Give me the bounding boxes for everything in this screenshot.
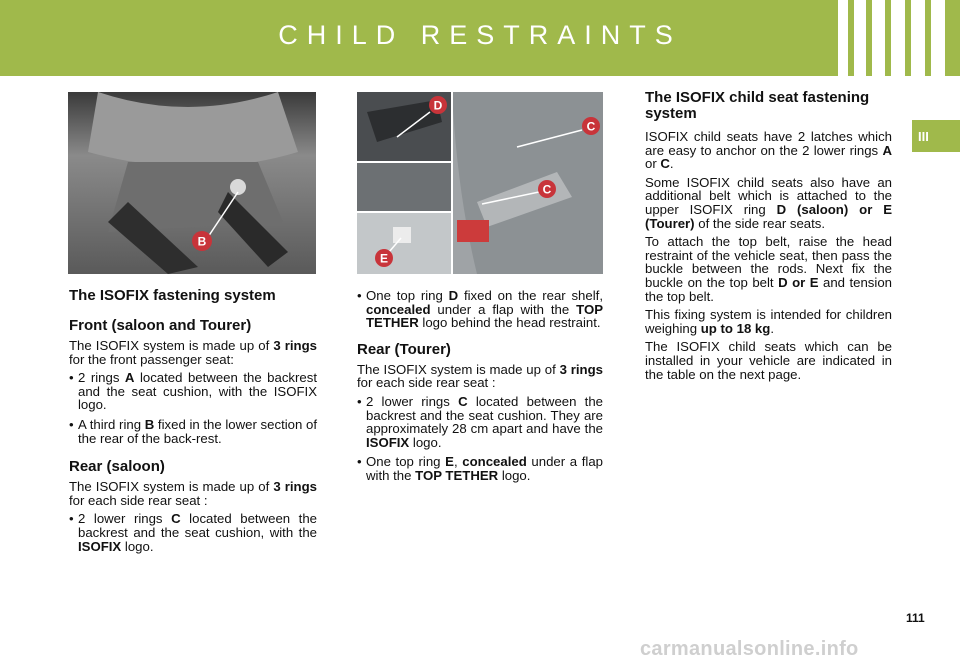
rear-saloon-list <box>69 512 317 553</box>
list-item: • 2 lower rings C located between the backrest and the seat cushion. They are approximately 28 cm apart and have the ISOFIX logo. <box>357 395 603 449</box>
column-2 <box>357 289 603 489</box>
paragraph: This fixing system is intended for children weighing up to 18 kg. <box>645 307 892 336</box>
paragraph: ISOFIX child seats have 2 latches which are easy to anchor on the 2 lower rings A or C. <box>645 129 892 172</box>
list-item: • 2 lower rings C located between the backrest and the seat cushion, with the ISOFIX logo. <box>69 512 317 553</box>
paragraph: To attach the top belt, raise the head restraint of the vehicle seat, then pass the buckle between the rods. Next fix the buckle on the top belt D or E and tension the top belt. <box>645 234 892 304</box>
list-item: • One top ring E, concealed under a flap with the TOP TETHER logo. <box>357 455 603 482</box>
watermark: carmanualsonline.info <box>640 638 859 660</box>
heading-isofix-fastening: The ISOFIX fastening system <box>69 287 276 304</box>
label-c-mid: C <box>542 182 552 197</box>
callout-b <box>68 92 316 274</box>
column-1 <box>69 288 317 559</box>
list-item: • A third ring B fixed in the lower section of the rear of the back-rest. <box>69 418 317 445</box>
rear-saloon-intro: The ISOFIX system is made up of 3 rings for each side rear seat : <box>69 479 317 508</box>
rear-tourer-intro: The ISOFIX system is made up of 3 rings for each side rear seat : <box>357 361 603 391</box>
label-e: E <box>379 251 389 266</box>
page-number: 111 <box>906 611 925 625</box>
chapter-tab[interactable]: III <box>912 120 960 152</box>
label-d: D <box>433 98 443 113</box>
heading-isofix-child-seat: The ISOFIX child seat fastening system <box>645 89 870 122</box>
column-3 <box>645 90 892 386</box>
list-item: • 2 rings A located between the backrest and the seat cushion, with the ISOFIX logo. <box>69 371 317 412</box>
label-b: B <box>197 234 207 249</box>
list-item: • One top ring D fixed on the rear shelf, concealed under a flap with the TOP TETHER logo behind the head restraint. <box>357 289 603 330</box>
paragraph: The ISOFIX child seats which can be installed in your vehicle are indicated in the table on the next page. <box>645 339 892 382</box>
front-list <box>69 371 317 445</box>
rear-saloon-list-continued <box>357 289 603 330</box>
rear-tourer-list <box>357 395 603 483</box>
front-intro: The ISOFIX system is made up of 3 rings for the front passenger seat: <box>69 338 317 367</box>
page-title: CHILD RESTRAINTS <box>278 20 682 50</box>
subheading-front: Front (saloon and Tourer) <box>69 317 252 334</box>
callouts-rear <box>357 92 603 274</box>
paragraph: Some ISOFIX child seats also have an additional belt which is attached to the upper ISOFIX ring D (saloon) or E (Tourer) of the side rear seats. <box>645 174 892 231</box>
subheading-rear-saloon: Rear (saloon) <box>69 458 165 476</box>
label-c-top: C <box>586 119 596 134</box>
subheading-rear-tourer: Rear (Tourer) <box>357 340 451 358</box>
